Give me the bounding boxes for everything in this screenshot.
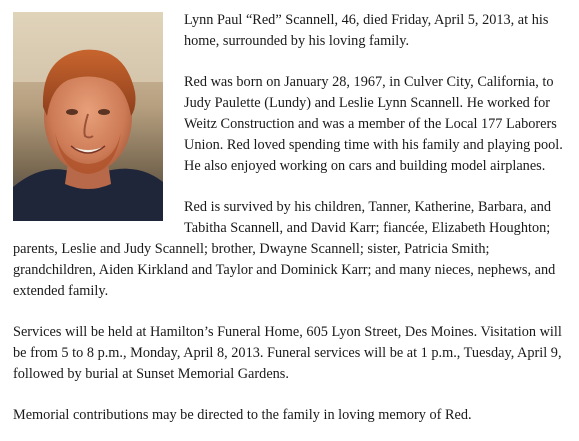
obituary-paragraph-memorials: Memorial contributions may be directed to the family in loving memory of Red.: [13, 407, 472, 423]
obituary-paragraph-life: Red was born on January 28, 1967, in Culver City, California, to Judy Paulette (Lundy) and Leslie Lynn Scannell. He worked for Weitz Construction and was a member of the Local 177 Laborers Union. Red loved spending time with his family and playing pool. He also enjoyed working on cars and building model airplanes.: [184, 74, 563, 174]
obituary-paragraph-survivors: Red is survived by his children, Tanner, Katherine, Barbara, and Tabitha Scannell, and David Karr; fiancée, Elizabeth Houghton; parents, Leslie and Judy Scannell; brother, Dwayne Scannell; sister, Patricia Smith; grandchildren, Aiden Kirkland and Taylor and Dominick Karr; and many nieces, nephews, and extended family.: [13, 199, 556, 299]
obituary-paragraph-death: Lynn Paul “Red” Scannell, 46, died Friday, April 5, 2013, at his home, surrounded by his loving family.: [184, 12, 549, 49]
obituary-article: [13, 10, 569, 426]
portrait-photo: [13, 12, 163, 221]
portrait-illustration: [13, 12, 163, 221]
obituary-paragraph-services: Services will be held at Hamilton’s Funeral Home, 605 Lyon Street, Des Moines. Visitation will be from 5 to 8 p.m., Monday, April 8, 2013. Funeral services will be at 1 p.m., Tuesday, April 9, followed by burial at Sunset Memorial Gardens.: [13, 324, 562, 382]
